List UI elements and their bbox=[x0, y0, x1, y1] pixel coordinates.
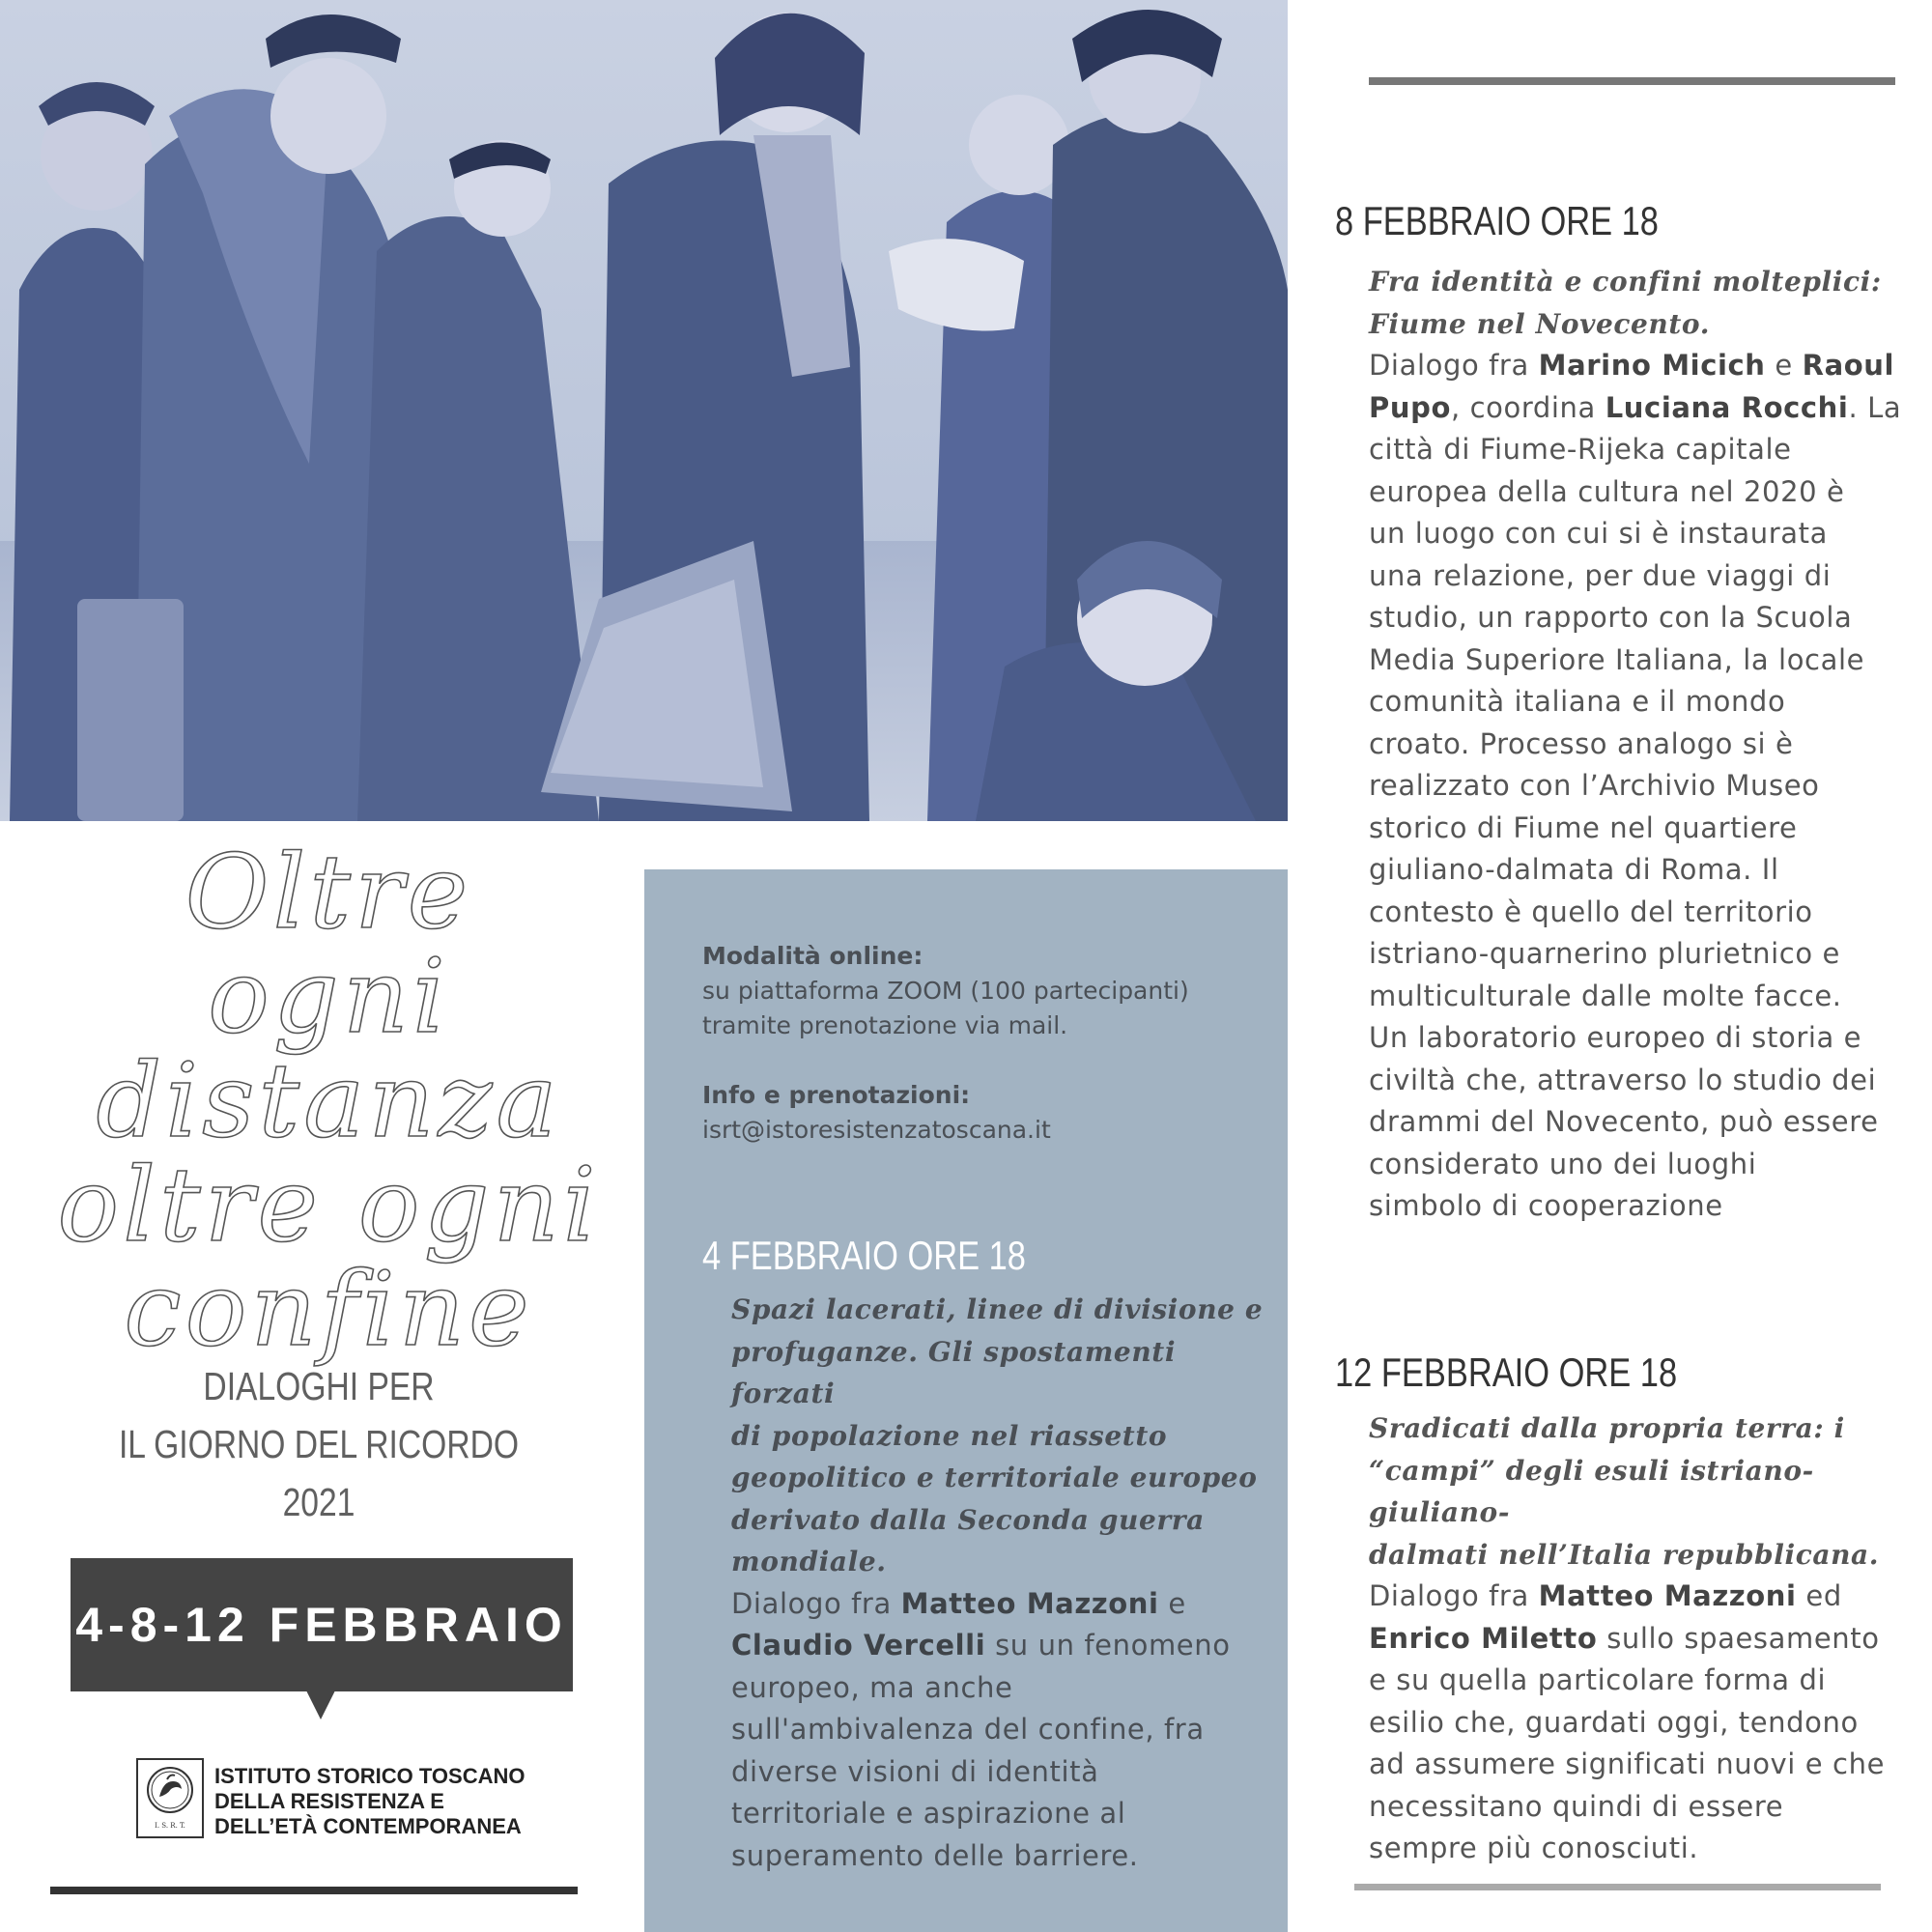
event-body-line: considerato uno dei luoghi bbox=[1369, 1147, 1757, 1180]
divider bbox=[1354, 1884, 1881, 1890]
event-body-line: Pupo, coordina Luciana Rocchi. La bbox=[1369, 390, 1902, 424]
event-body-line: multiculturale dalle molte facce. bbox=[1369, 979, 1842, 1012]
event-title-line: Fiume nel Novecento. bbox=[1369, 307, 1711, 340]
event-title-line: Fra identità e confini molteplici: bbox=[1369, 266, 1882, 298]
event-title-line: di popolazione nel riassetto bbox=[731, 1419, 1168, 1452]
event-body-line: contesto è quello del territorio bbox=[1369, 895, 1813, 928]
contact-info bbox=[702, 1078, 1263, 1148]
event-body-line: necessitano quindi di essere bbox=[1369, 1789, 1784, 1823]
script-title-line: oltre ogni bbox=[57, 1146, 600, 1264]
event-body-line: Media Superiore Italiana, la locale bbox=[1369, 642, 1865, 676]
subtitle bbox=[105, 1357, 533, 1531]
date-banner-label: 4-8-12 FEBBRAIO bbox=[75, 1598, 568, 1652]
event-body-line: sempre più conosciuti. bbox=[1369, 1832, 1699, 1864]
speaker-name: Matteo Mazzoni bbox=[1538, 1579, 1797, 1612]
speaker-name: Claudio Vercelli bbox=[731, 1629, 986, 1662]
speaker-name: Marino Micich bbox=[1538, 349, 1766, 382]
institute-name-line: DELL’ETÀ CONTEMPORANEA bbox=[214, 1814, 522, 1838]
script-title bbox=[48, 833, 609, 1369]
event-body-line: comunità italiana e il mondo bbox=[1369, 685, 1786, 718]
event-description bbox=[731, 1289, 1288, 1877]
institute-logo bbox=[136, 1758, 204, 1838]
script-title-line: Oltre ogni bbox=[185, 833, 472, 1056]
speaker-name: Luciana Rocchi bbox=[1605, 390, 1849, 424]
subtitle-line: DIALOGHI PER bbox=[203, 1364, 435, 1408]
date-banner-pointer bbox=[306, 1690, 335, 1719]
event-body-line: territoriale e aspirazione al bbox=[731, 1797, 1126, 1830]
event-body-line: superamento delle barriere. bbox=[731, 1838, 1139, 1872]
event-title-line: Spazi lacerati, linee di divisione e bbox=[731, 1293, 1264, 1325]
event-title-line: geopolitico e territoriale europeo bbox=[731, 1462, 1258, 1493]
event-description bbox=[1369, 1407, 1932, 1870]
contact-heading: Info e prenotazioni: bbox=[702, 1081, 971, 1109]
event-body-line: Dialogo fra Matteo Mazzoni ed bbox=[1369, 1579, 1842, 1612]
event-body-line: un luogo con cui si è instaurata bbox=[1369, 517, 1828, 550]
online-mode-line: su piattaforma ZOOM (100 partecipanti) bbox=[702, 977, 1189, 1005]
divider bbox=[1369, 77, 1895, 85]
script-title-line: confine bbox=[124, 1250, 533, 1369]
event-body-line: realizzato con l’Archivio Museo bbox=[1369, 769, 1820, 802]
event-body-line: sull'ambivalenza del confine, fra bbox=[731, 1713, 1205, 1746]
event-body-line: Claudio Vercelli su un fenomeno bbox=[731, 1629, 1231, 1662]
institute-name bbox=[214, 1764, 543, 1839]
event-date: 4 FEBBRAIO ORE 18 bbox=[702, 1233, 1026, 1278]
event-body-line: civiltà che, attraverso lo studio dei bbox=[1369, 1063, 1877, 1096]
event-body-line: ad assumere significati nuovi e che bbox=[1369, 1747, 1886, 1780]
event-body-line: simbolo di cooperazione bbox=[1369, 1189, 1723, 1222]
speaker-name: Enrico Miletto bbox=[1369, 1621, 1598, 1655]
institute-name-line: ISTITUTO STORICO TOSCANO bbox=[214, 1764, 526, 1788]
info-panel bbox=[644, 869, 1288, 1932]
event-body-line: e su quella particolare forma di bbox=[1369, 1663, 1827, 1696]
event-body-line: giuliano-dalmata di Roma. Il bbox=[1369, 853, 1779, 886]
event-body-line: Enrico Miletto sullo spaesamento bbox=[1369, 1621, 1880, 1655]
event-body-line: Dialogo fra Marino Micich e Raoul bbox=[1369, 349, 1895, 382]
subtitle-line: IL GIORNO DEL RICORDO 2021 bbox=[118, 1422, 520, 1524]
divider bbox=[50, 1887, 578, 1894]
header-photo bbox=[0, 0, 1288, 821]
event-body-line: drammi del Novecento, può essere bbox=[1369, 1105, 1879, 1138]
logo-caption: I. S. R. T. bbox=[155, 1822, 185, 1830]
event-body-line: istriano-quarnerino plurietnico e bbox=[1369, 937, 1840, 970]
online-mode-line: tramite prenotazione via mail. bbox=[702, 1011, 1068, 1039]
event-body-line: esilio che, guardati oggi, tendono bbox=[1369, 1705, 1859, 1739]
script-title-line: distanza bbox=[96, 1041, 561, 1160]
event-body-line: storico di Fiume nel quartiere bbox=[1369, 810, 1798, 844]
event-body-line: europeo, ma anche bbox=[731, 1670, 1013, 1704]
event-body-line: una relazione, per due viaggi di bbox=[1369, 558, 1832, 592]
event-body-line: città di Fiume-Rijeka capitale bbox=[1369, 433, 1792, 466]
speaker-name: Raoul bbox=[1802, 349, 1895, 382]
event-body-line: europea della cultura nel 2020 è bbox=[1369, 474, 1845, 508]
event-date: 12 FEBBRAIO ORE 18 bbox=[1335, 1350, 1678, 1395]
event-body-line: diverse visioni di identità bbox=[731, 1754, 1099, 1788]
event-title-line: mondiale. bbox=[731, 1546, 887, 1577]
date-banner bbox=[71, 1558, 573, 1691]
event-body-line: Un laboratorio europeo di storia e bbox=[1369, 1021, 1862, 1054]
event-description bbox=[1369, 261, 1901, 1228]
event-title-line: Sradicati dalla propria terra: i bbox=[1369, 1412, 1845, 1444]
event-title-line: derivato dalla Seconda guerra bbox=[731, 1503, 1205, 1536]
event-title-line: dalmati nell’Italia repubblicana. bbox=[1369, 1538, 1880, 1571]
event-body-line: studio, un rapporto con la Scuola bbox=[1369, 601, 1853, 634]
event-title-line: “campi” degli esuli istriano-giuliano- bbox=[1369, 1454, 1814, 1528]
event-title-line: profuganze. Gli spostamenti forzati bbox=[731, 1335, 1177, 1409]
online-mode-heading: Modalità online: bbox=[702, 942, 923, 970]
speaker-name: Matteo Mazzoni bbox=[900, 1586, 1159, 1620]
event-body-line: croato. Processo analogo si è bbox=[1369, 726, 1794, 760]
contact-email[interactable]: isrt@istoresistenzatoscana.it bbox=[702, 1116, 1051, 1144]
event-date: 8 FEBBRAIO ORE 18 bbox=[1335, 198, 1659, 243]
online-mode-info bbox=[702, 939, 1263, 1043]
event-body-line: Dialogo fra Matteo Mazzoni e bbox=[731, 1586, 1186, 1620]
institute-name-line: DELLA RESISTENZA E bbox=[214, 1789, 444, 1813]
speaker-name: Pupo bbox=[1369, 390, 1451, 424]
